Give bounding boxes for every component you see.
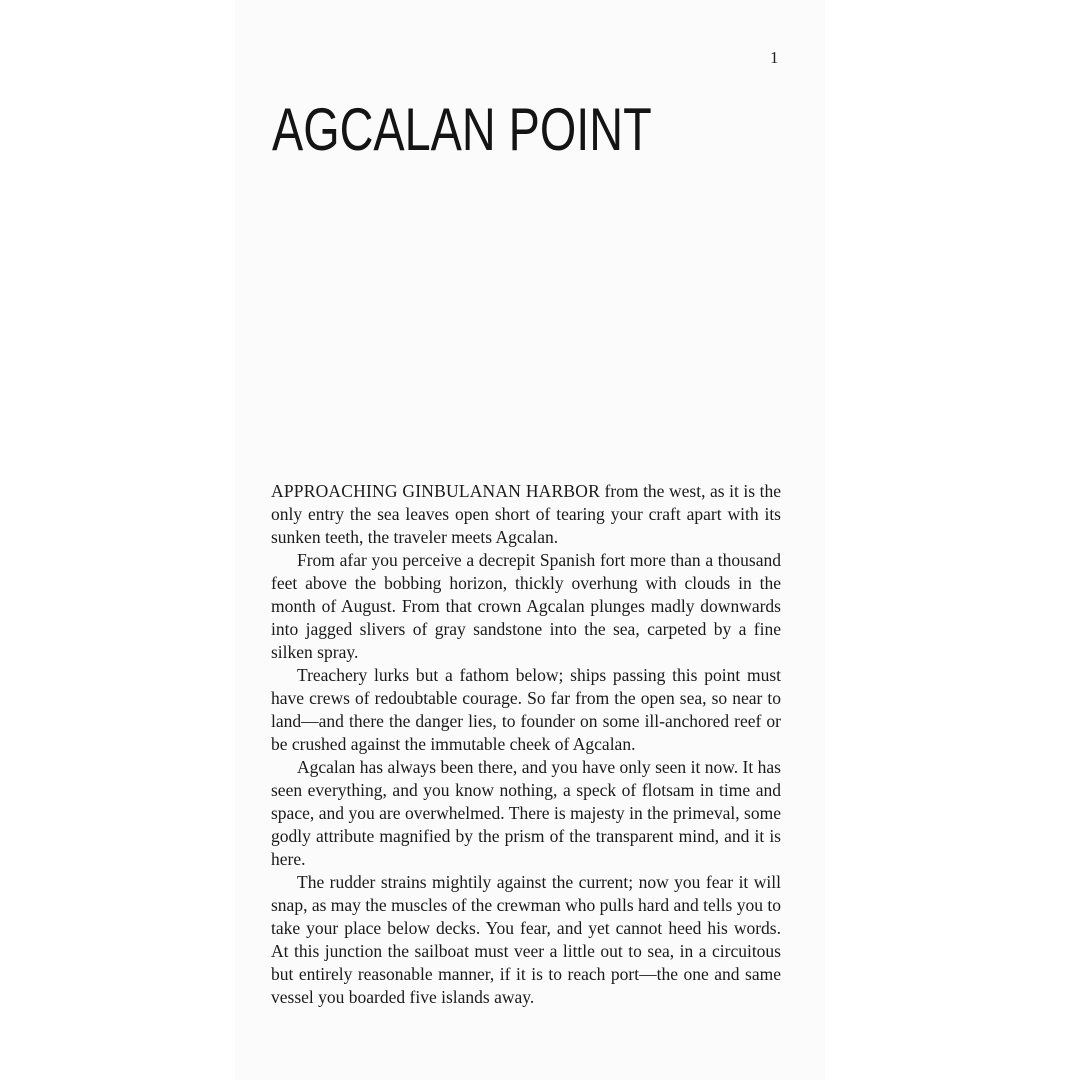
page-number: 1: [770, 48, 779, 67]
paragraph-5: The rudder strains mightily against the current; now you fear it will snap, as may the muscles of the crewman who pulls hard and tells you to take your place below decks. You fear, and yet cannot heed his words. At this junction the sailboat must veer a little out to sea, in a circuitous but entirely reasonable manner, if it is to reach port—the one and same vessel you boarded five islands away.: [271, 872, 781, 1007]
paragraph-text: from the west, as it is the only entry the sea leaves open short of tearing your craft apart with its sunken teeth, the traveler meets Agcalan.: [271, 481, 781, 547]
paragraph-4: Agcalan has always been there, and you have only seen it now. It has seen everything, and you know nothing, a speck of flotsam in time and space, and you are overwhelmed. There is majesty in the primeval, some godly attribute magnified by the prism of the transparent mind, and it is here.: [271, 757, 781, 869]
paragraph-1: [271, 480, 781, 549]
chapter-body: [271, 480, 781, 1009]
paragraph-2: From afar you perceive a decrepit Spanish fort more than a thousand feet above the bobbing horizon, thickly overhung with clouds in the month of August. From that crown Agcalan plunges madly downwards into jagged slivers of gray sandstone into the sea, carpeted by a fine silken spray.: [271, 550, 781, 662]
paragraph-lead-in: APPROACHING GINBULANAN HARBOR: [271, 481, 600, 501]
paragraph-3: Treachery lurks but a fathom below; ships passing this point must have crews of redoubtable courage. So far from the open sea, so near to land—and there the danger lies, to founder on some ill-anchored reef or be crushed against the immutable cheek of Agcalan.: [271, 665, 781, 754]
chapter-title: AGCALAN POINT: [272, 96, 652, 163]
